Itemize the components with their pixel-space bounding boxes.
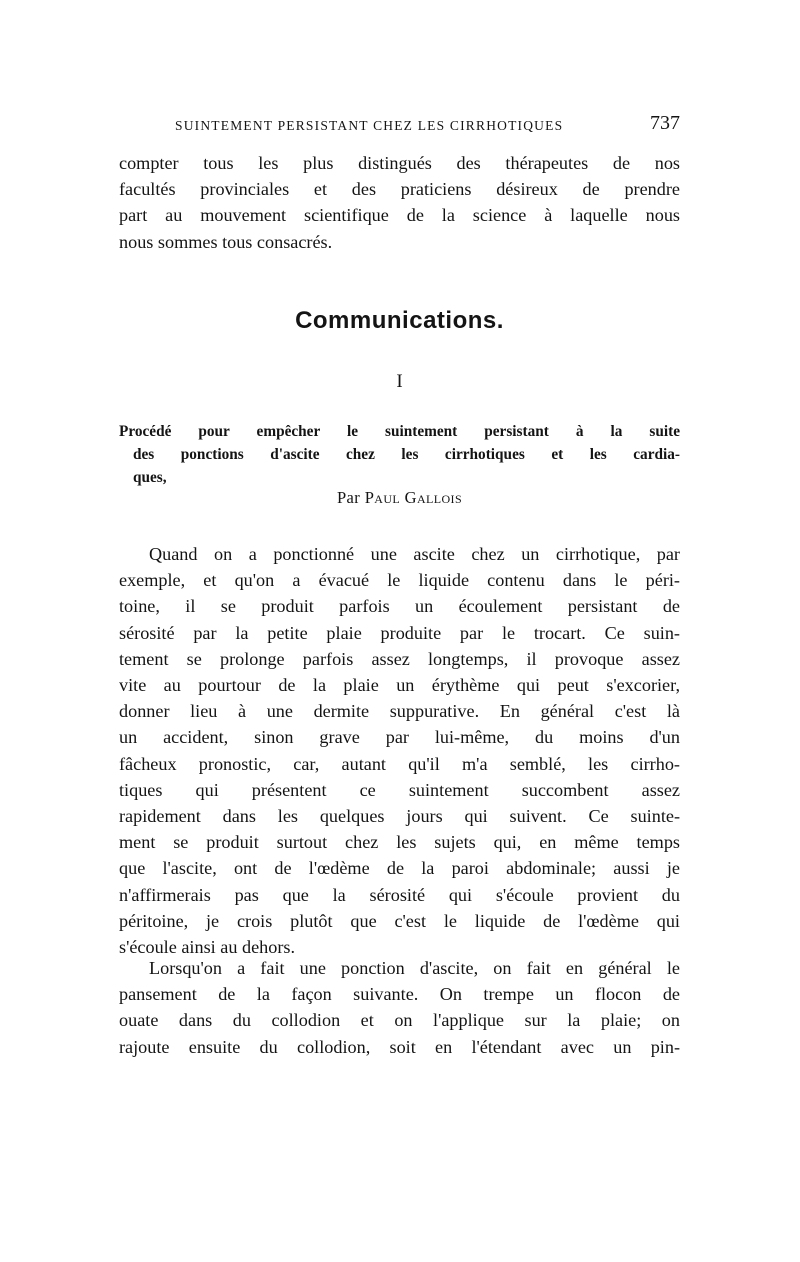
text-line: part au mouvement scientifique de la science à laquelle nous [119, 205, 680, 226]
text-line: s'écoule ainsi au dehors. [119, 937, 296, 958]
text-line: tement se prolonge parfois assez longtemps, il provoque assez [119, 648, 680, 669]
text-line: nous sommes tous consacrés. [119, 231, 333, 252]
article-title-line: ques, [133, 469, 167, 486]
section-title: Communications. [295, 307, 504, 334]
body-paragraph-2 [119, 955, 680, 1060]
text-line: toine, il se produit parfois un écoulement persistant de [119, 596, 680, 617]
text-line: fâcheux pronostic, car, autant qu'il m'a semblé, les cirrho- [119, 753, 680, 774]
text-line: exemple, et qu'on a évacué le liquide contenu dans le péri- [119, 570, 680, 591]
byline-author: Paul Gallois [364, 488, 463, 507]
intro-paragraph [119, 150, 680, 255]
text-line: tiques qui présentent ce suintement succombent assez [119, 779, 680, 800]
running-head [175, 112, 680, 138]
text-line: pansement de la façon suivante. On trempe un flocon de [119, 984, 680, 1005]
text-line: ment se produit surtout chez les sujets qui, en même temps [119, 832, 680, 853]
article-title-line: Procédé pour empêcher le suintement persistant à la suite [119, 423, 680, 440]
book-page [119, 0, 680, 1262]
article-title-line: des ponctions d'ascite chez les cirrhotiques et les cardia- [133, 446, 680, 463]
text-line: péritoine, je crois plutôt que c'est le liquide de l'œdème qui [119, 910, 680, 931]
article-title [119, 420, 680, 489]
text-line: ouate dans du collodion et on l'applique sur la plaie; on [119, 1010, 680, 1031]
text-line: sérosité par la petite plaie produite par le trocart. Ce suin- [119, 622, 680, 643]
text-line: vite au pourtour de la plaie un érythème qui peut s'excorier, [119, 675, 680, 696]
page-number: 737 [650, 112, 680, 134]
text-line: que l'ascite, ont de l'œdème de la paroi abdominale; aussi je [119, 858, 680, 879]
text-line: Lorsqu'on a fait une ponction d'ascite, on fait en général le [149, 958, 680, 978]
text-line: rajoute ensuite du collodion, soit en l'étendant avec un pin- [119, 1036, 680, 1057]
byline-prefix: Par [336, 488, 365, 507]
text-line: Quand on a ponctionné une ascite chez un cirrhotique, par [149, 544, 680, 564]
text-line: rapidement dans les quelques jours qui suivent. Ce suinte- [119, 806, 680, 827]
running-head-title: SUINTEMENT PERSISTANT CHEZ LES CIRRHOTIQUES [175, 118, 564, 133]
text-line: un accident, sinon grave par lui-même, du moins d'un [119, 727, 680, 748]
text-line: donner lieu à une dermite suppurative. En général c'est là [119, 701, 680, 722]
text-line: facultés provinciales et des praticiens désireux de prendre [119, 179, 680, 200]
text-line: compter tous les plus distingués des thérapeutes de nos [119, 153, 680, 173]
section-number: I [396, 371, 403, 392]
article-byline [119, 488, 680, 508]
body-paragraph-1 [119, 541, 680, 960]
text-line: n'affirmerais pas que la sérosité qui s'écoule provient du [119, 884, 680, 905]
